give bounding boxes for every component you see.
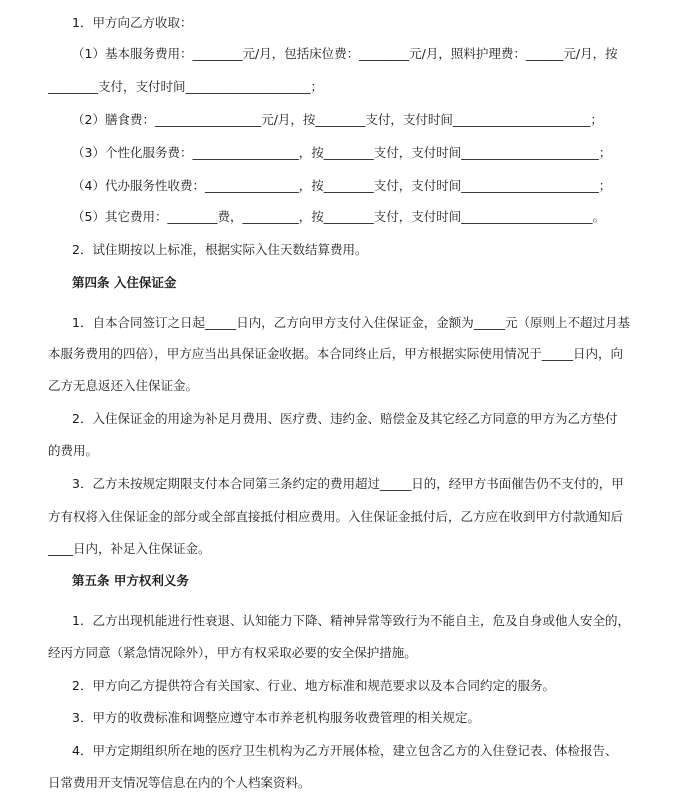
text-line: （4）代办服务性收费：_______________，按________支付，支付时间______________________； <box>72 178 612 193</box>
text-line: （1）基本服务费用：________元/月，包括床位费：________元/月，照料护理费：______元/月，按 <box>72 46 618 61</box>
text-line: 2．试住期按以上标准，根据实际入住天数结算费用。 <box>72 242 368 257</box>
text-line: 日常费用开支情况等信息在内的个人档案资料。 <box>48 775 311 790</box>
text-line: 2．甲方向乙方提供符合有关国家、行业、地方标准和规范要求以及本合同约定的服务。 <box>72 678 555 693</box>
text-line: 1．自本合同签订之日起_____日内，乙方向甲方支付入住保证金，金额为_____元（原则上不超过月基 <box>72 315 630 330</box>
text-line: （2）膳食费：_________________元/月，按________支付，支付时间______________________； <box>72 112 603 127</box>
text-line: 1．乙方出现机能进行性衰退、认知能力下降、精神异常等致行为不能自主，危及自身或他人安全的， <box>72 613 630 628</box>
text-line: 的费用。 <box>48 443 99 458</box>
text-line: （3）个性化服务费：_________________，按________支付，支付时间______________________； <box>72 145 612 160</box>
text-line: 4．甲方定期组织所在地的医疗卫生机构为乙方开展体检，建立包含乙方的入住登记表、体检报告、 <box>72 743 618 758</box>
text-line: 经丙方同意（紧急情况除外），甲方有权采取必要的安全保护措施。 <box>48 645 417 660</box>
text-line: ________支付，支付时间____________________； <box>48 79 324 94</box>
text-line: 3．甲方的收费标准和调整应遵守本市养老机构服务收费管理的相关规定。 <box>72 710 480 725</box>
text-line: 本服务费用的四倍），甲方应当出具保证金收据。本合同终止后，甲方根据实际使用情况于_____日内，向 <box>48 346 624 361</box>
text-line: 1．甲方向乙方收取： <box>72 15 193 30</box>
section-heading: 第四条 入住保证金 <box>72 275 177 290</box>
text-line: （5）其它费用：________费，_________，按________支付，支付时间_____________________。 <box>72 209 605 224</box>
text-line: ____日内，补足入住保证金。 <box>48 541 211 556</box>
text-line: 乙方无息返还入住保证金。 <box>48 378 199 393</box>
text-line: 方有权将入住保证金的部分或全部直接抵付相应费用。入住保证金抵付后，乙方应在收到甲方付款通知后 <box>48 509 624 524</box>
text-line: 2．入住保证金的用途为补足月费用、医疗费、违约金、赔偿金及其它经乙方同意的甲方为乙方垫付 <box>72 411 618 426</box>
text-line: 3．乙方未按规定期限支付本合同第三条约定的费用超过_____日的，经甲方书面催告仍不支付的，甲 <box>72 476 624 491</box>
section-heading: 第五条 甲方权利义务 <box>72 573 189 588</box>
